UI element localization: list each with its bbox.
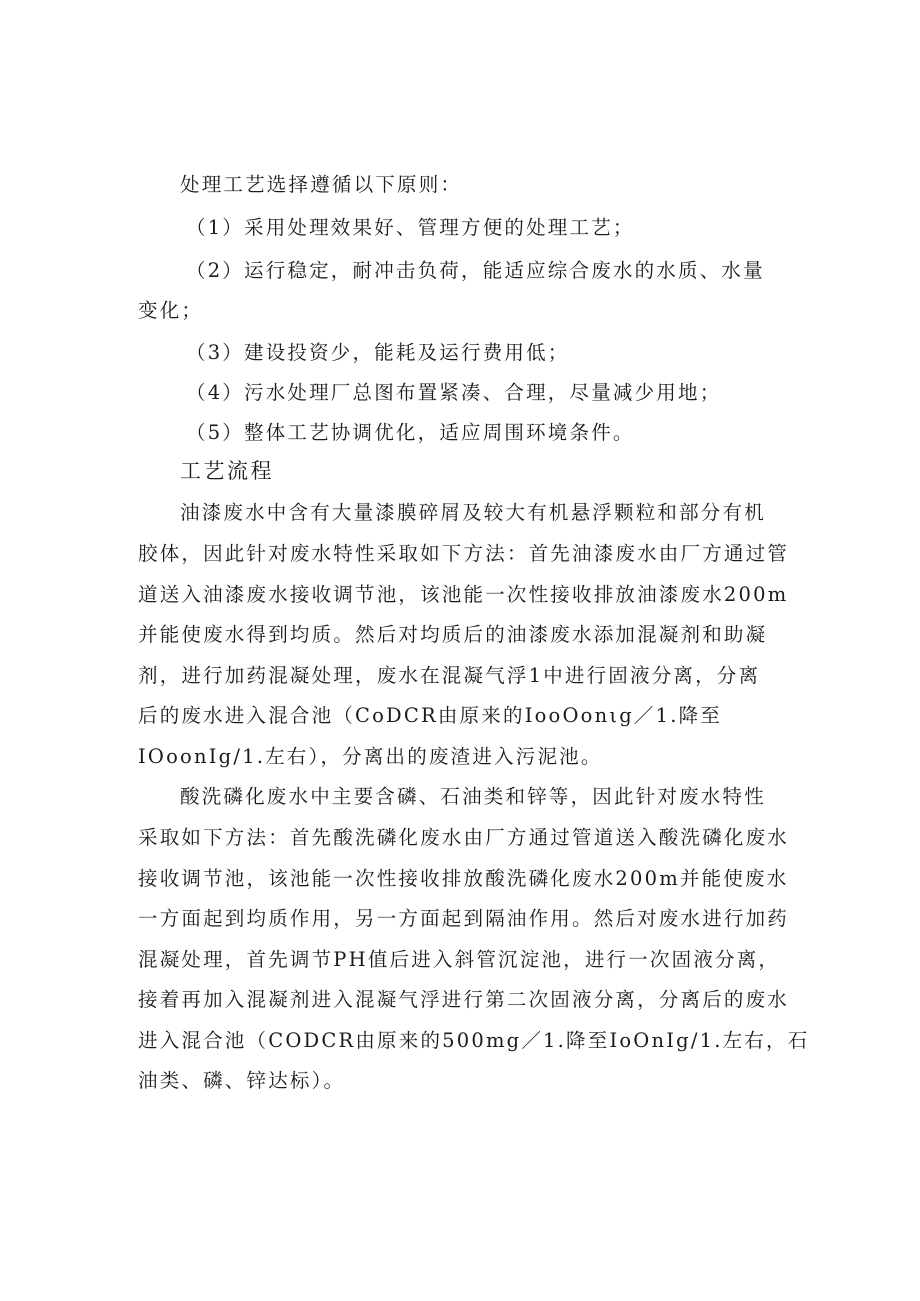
principle-1: （1）采用处理效果好、管理方便的处理工艺； — [186, 216, 635, 239]
acid-line-7: 进入混合池（CODCR由原来的500mg／1.降至IoOnIg/1.左右，石 — [138, 1029, 810, 1052]
principle-2: （2）运行稳定，耐冲击负荷，能适应综合废水的水质、水量 — [186, 259, 765, 282]
principle-5: （5）整体工艺协调优化，适应周围环境条件。 — [186, 421, 635, 444]
principle-3: （3）建设投资少，能耗及运行费用低； — [186, 341, 570, 364]
paint-line-5: 剂，进行加药混凝处理，废水在混凝气浮1中进行固液分离，分离 — [138, 664, 761, 687]
paint-line-2: 胶体，因此针对废水特性采取如下方法：首先油漆废水由厂方通过管 — [138, 542, 790, 565]
paint-line-4: 并能使废水得到均质。然后对均质后的油漆废水添加混凝剂和助凝 — [138, 623, 768, 646]
paint-line-3: 道送入油漆废水接收调节池，该池能一次性接收排放油漆废水200m — [138, 583, 789, 606]
principle-2-cont: 变化； — [138, 299, 204, 322]
acid-line-8: 油类、磷、锌达标）。 — [138, 1069, 346, 1092]
acid-line-1: 酸洗磷化废水中主要含磷、石油类和锌等，因此针对废水特性 — [180, 785, 766, 808]
principle-4: （4）污水处理厂总图布置紧凑、合理，尽量减少用地； — [186, 381, 722, 404]
acid-line-6: 接着再加入混凝剂进入混凝气浮进行第二次固液分离，分离后的废水 — [138, 988, 790, 1011]
paint-line-7: IOoonIg/1.左右），分离出的废渣进入污泥池。 — [138, 745, 603, 768]
paint-line-1: 油漆废水中含有大量漆膜碎屑及较大有机悬浮颗粒和部分有机 — [180, 501, 766, 524]
paint-line-6: 后的废水进入混合池（CoDCR由原来的IooOonιg／1.降至 — [138, 704, 722, 727]
acid-line-2: 采取如下方法：首先酸洗磷化废水由厂方通过管道送入酸洗磷化废水 — [138, 826, 790, 849]
section-heading: 工艺流程 — [180, 459, 274, 483]
acid-line-5: 混凝处理，首先调节PH值后进入斜管沉淀池，进行一次固液分离， — [138, 948, 781, 971]
acid-line-3: 接收调节池，该池能一次性接收排放酸洗磷化废水200m并能使废水 — [138, 867, 789, 890]
acid-line-4: 一方面起到均质作用，另一方面起到隔油作用。然后对废水进行加药 — [138, 907, 790, 930]
intro-line: 处理工艺选择遵循以下原则： — [180, 173, 463, 196]
